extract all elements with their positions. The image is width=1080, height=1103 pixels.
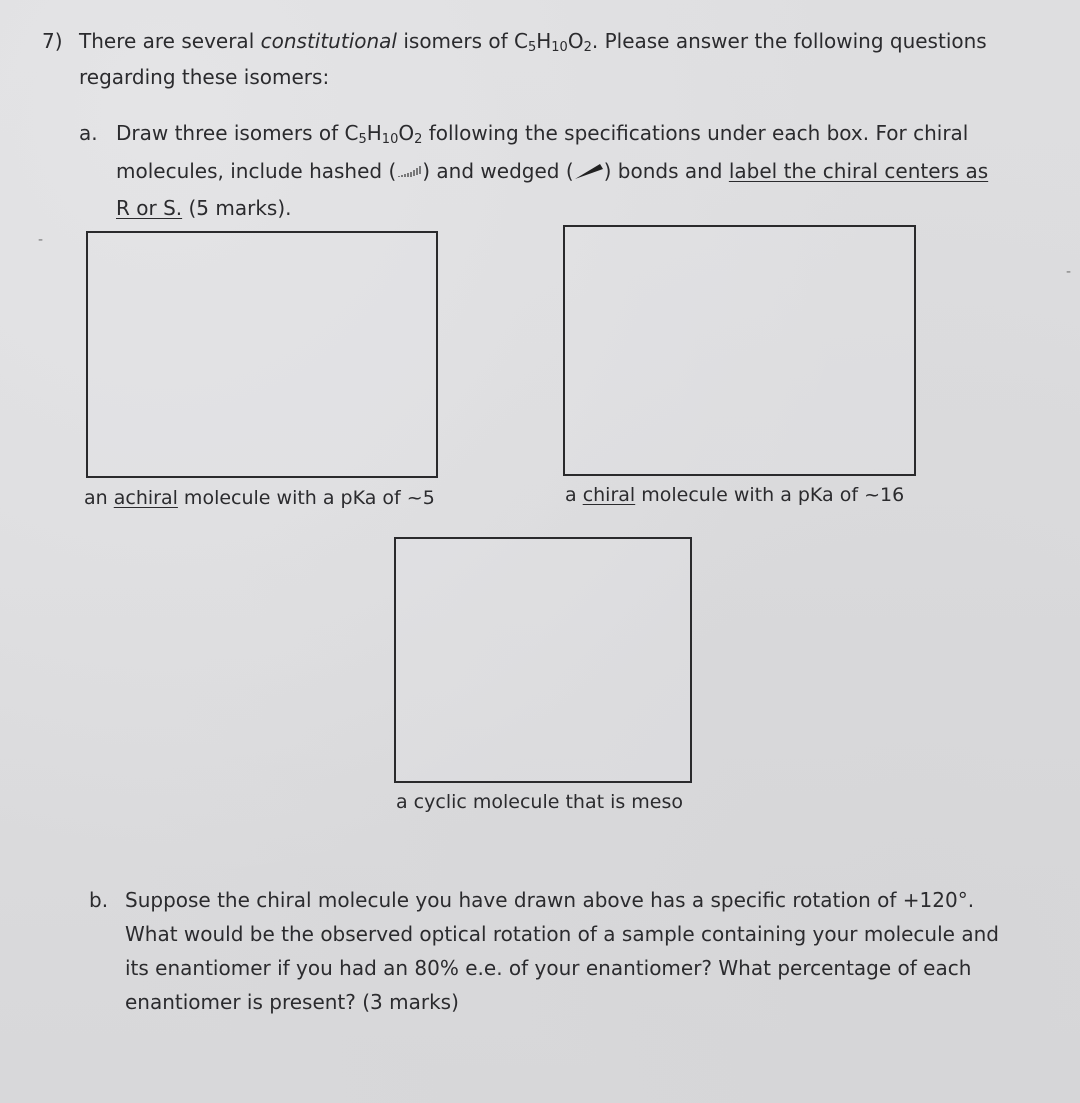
achiral-answer-box[interactable] — [86, 231, 438, 478]
part-b-line-1: Suppose the chiral molecule you have drawn above has a specific rotation of +120°. — [125, 888, 975, 912]
question-text-start: There are several — [79, 29, 261, 53]
r-or-s-instruction: R or S. — [116, 196, 183, 220]
hashed-bond-icon — [396, 160, 422, 176]
part-a-marks: (5 marks). — [182, 196, 292, 220]
part-b-line-3: its enantiomer if you had an 80% e.e. of your enantiomer? What percentage of each — [125, 956, 972, 980]
molecular-formula: $C_5H_{10}O_2$ — [513, 29, 592, 55]
part-b-line-2: What would be the observed optical rotation of a sample containing your molecule and — [125, 922, 999, 946]
achiral-caption: an achiral molecule with a pKa of ~5 — [84, 487, 435, 509]
part-a-line-2: molecules, include hashed ( ) and wedged ( ) bonds and label the chiral centers as — [116, 159, 989, 183]
question-text-mid: isomers of — [396, 29, 514, 53]
question-italic-word: constitutional — [260, 29, 397, 53]
meso-caption: a cyclic molecule that is meso — [396, 791, 684, 813]
question-number: 7) — [42, 29, 63, 53]
wedged-bond-icon — [574, 161, 604, 179]
chiral-word: chiral — [582, 484, 636, 506]
chiral-centers-instruction: label the chiral centers as — [728, 159, 989, 183]
part-b-line-4: enantiomer is present? (3 marks) — [125, 990, 459, 1014]
part-a-line-1: Draw three isomers of $C_5H_{10}O_2$ following the specifications under each box. For chiral — [116, 121, 969, 147]
chiral-caption: a chiral molecule with a pKa of ~16 — [565, 484, 905, 506]
part-a-line-3 — [116, 195, 292, 221]
meso-answer-box[interactable] — [394, 537, 692, 783]
question-text-end: . Please answer the following questions — [591, 29, 987, 53]
part-b-label: b. — [89, 888, 109, 912]
part-a-label: a. — [79, 121, 98, 145]
part-a-formula: $C_5H_{10}O_2$ — [344, 121, 423, 147]
question-line-1 — [79, 28, 987, 54]
edge-mark-right: ‐ — [1066, 264, 1072, 280]
edge-mark-left: ‐ — [38, 232, 44, 248]
question-line-2: regarding these isomers: — [79, 65, 330, 89]
achiral-word: achiral — [113, 487, 178, 509]
chiral-answer-box[interactable] — [563, 225, 916, 476]
